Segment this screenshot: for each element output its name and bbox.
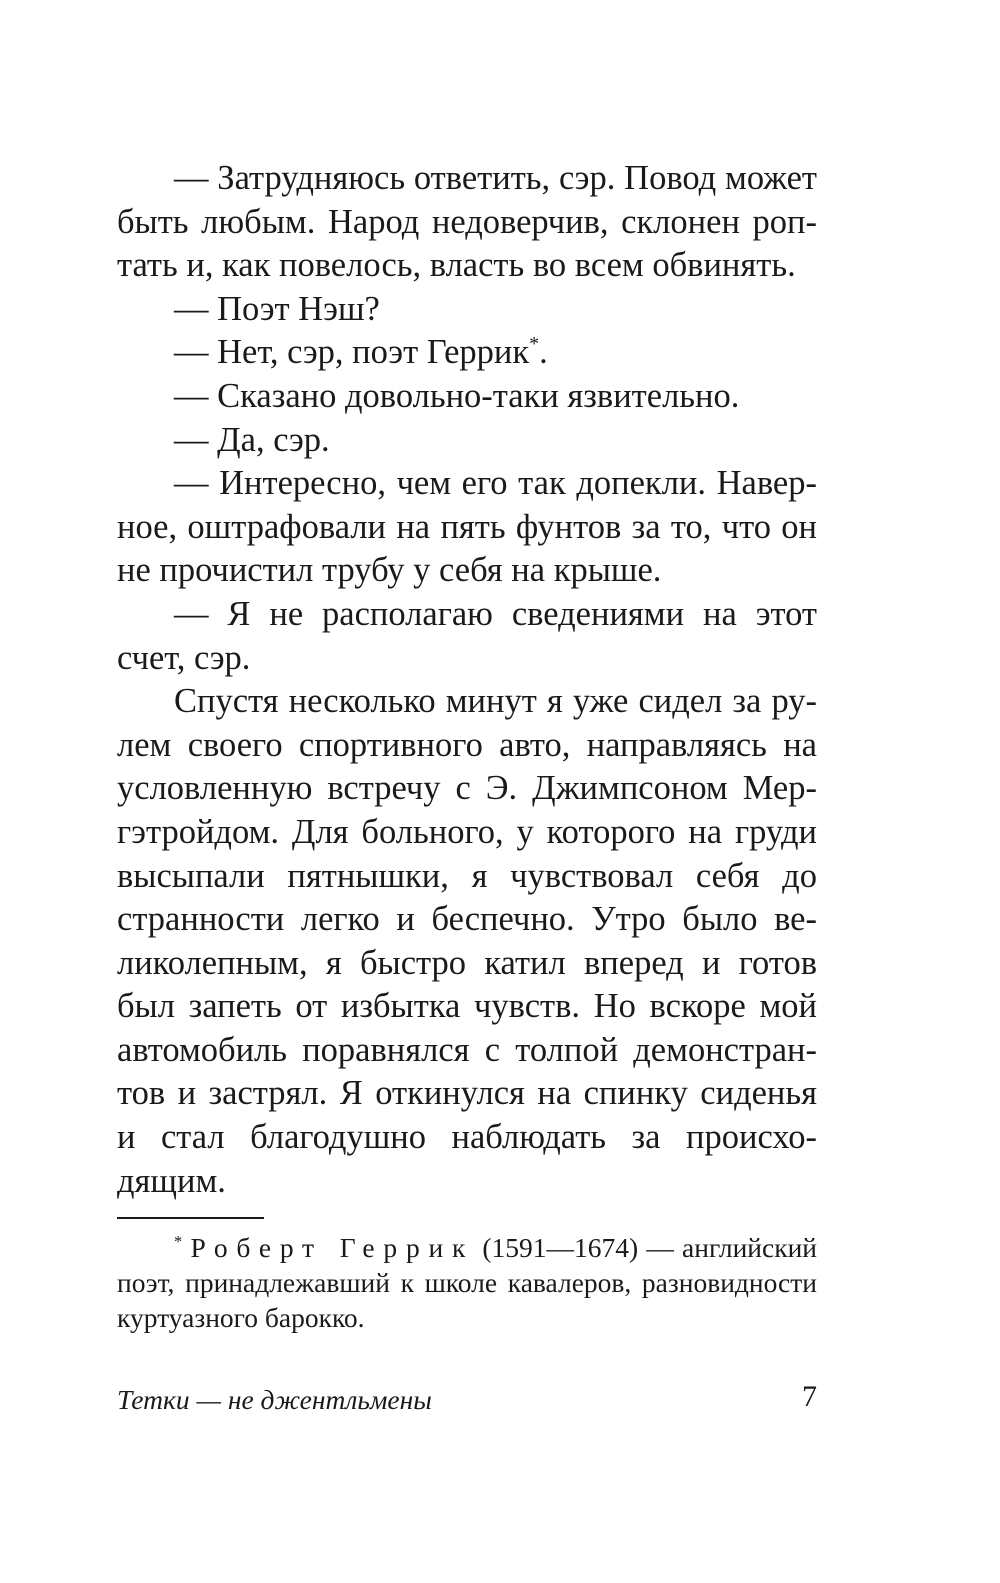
paragraph-trailing-punctuation: . [539, 333, 548, 372]
paragraph: — Сказано довольно-таки язвительно. [174, 376, 740, 415]
page-number: 7 [802, 1380, 817, 1413]
footnote-name: Роберт Геррик [190, 1232, 475, 1263]
paragraph: — Поэт Нэш? [174, 289, 380, 328]
paragraph: — Да, сэр. [174, 420, 330, 459]
paragraph: — Интересно, чем его так допекли. Наверное, оштрафовали на пять фунтов за то, что он не прочистил трубу у себя на крыше. [117, 464, 817, 590]
footnote [117, 1230, 817, 1335]
footnote-text: (1591—1674) — английский поэт, принадлежавший к школе кавалеров, разновидности куртуазного барокко. [117, 1232, 818, 1333]
footnote-reference: * [529, 333, 540, 356]
footnote-divider [117, 1217, 264, 1219]
body-text [117, 157, 817, 1203]
paragraph-text: — Нет, сэр, поэт Геррик [174, 333, 530, 372]
paragraph: Спустя несколько минут я уже сидел за рулем своего спортивного авто, направляясь на условленную встречу с Э. Джимпсоном Мергэтройдом. Для больного, у которого на груди высыпали пятнышки, я чувствовал себя до странности легко и беспечно. Утро было великолепным, я быстро катил вперед и готов был запеть от избытка чувств. Но вскоре мой автомобиль поравнялся с толпой демонстрантов и застрял. Я откинулся на спинку сиденья и стал благодушно наблюдать за происходящим. [117, 682, 817, 1200]
footnote-marker: * [174, 1232, 183, 1252]
paragraph: — Я не располагаю сведениями на этот счет, сэр. [117, 594, 817, 677]
paragraph: — Затрудняюсь ответить, сэр. Повод может быть любым. Народ недоверчив, склонен роптать и, как повелось, власть во всем обвинять. [117, 159, 817, 285]
paragraph-with-footnote-ref [117, 331, 817, 375]
running-title: Тетки — не джентльмены [117, 1384, 432, 1415]
